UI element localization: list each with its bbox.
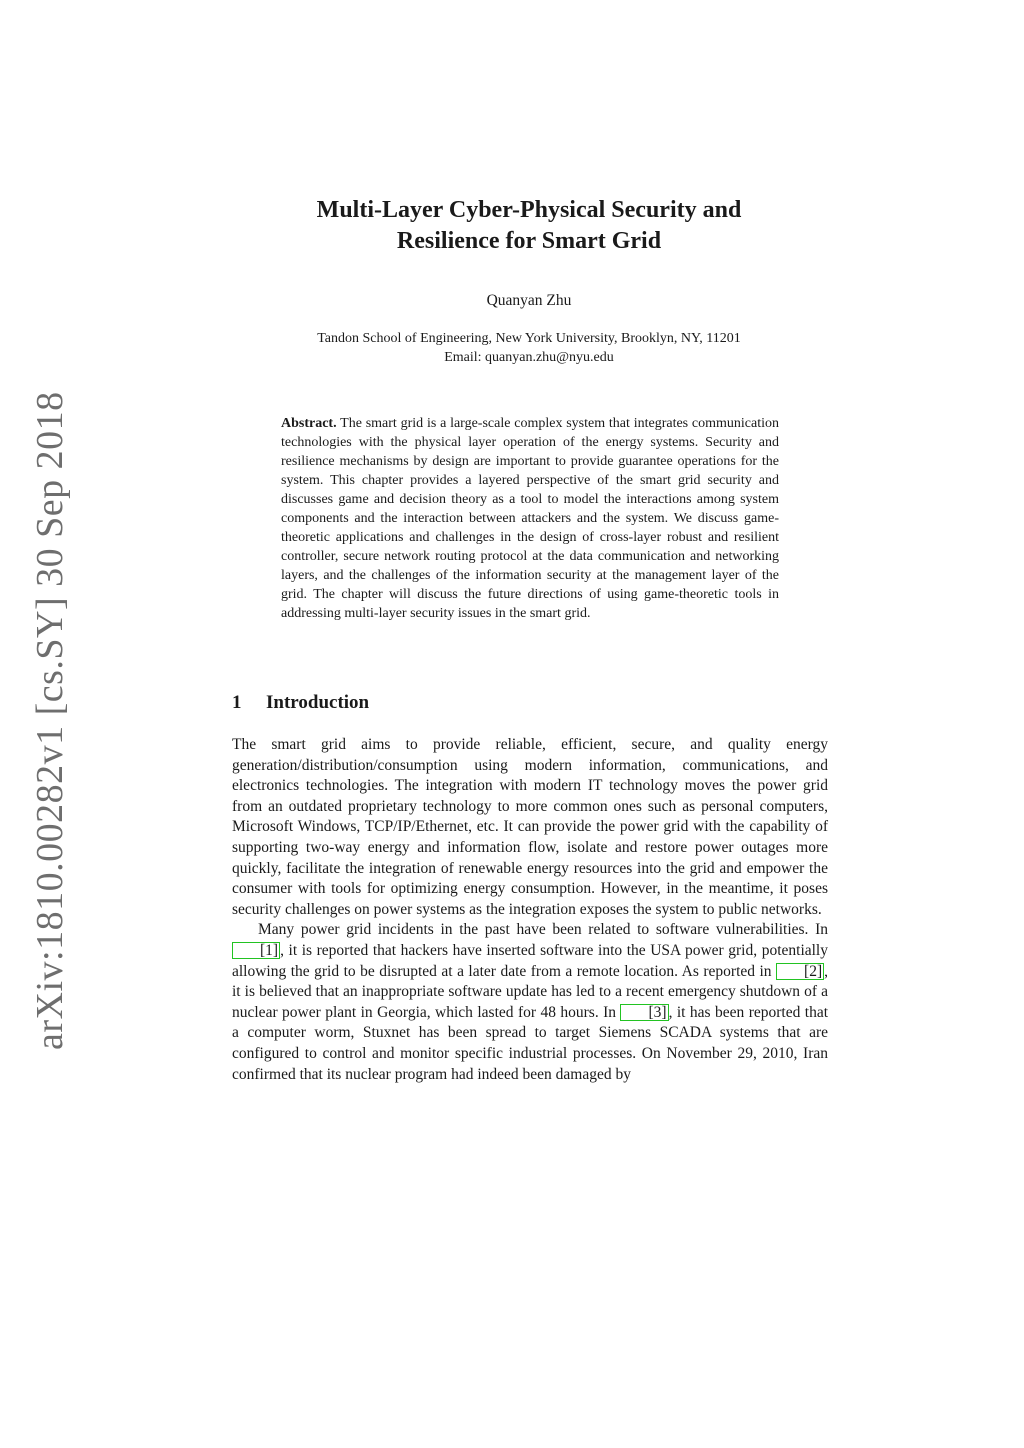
paragraph-1: The smart grid aims to provide reliable, efficient, secure, and quality energy generation/distribution/consumption using modern information, communications, and electronics technologies. The integration with modern IT technology moves the power grid from an outdated proprietary technology to more common ones such as personal computers, Microsoft Windows, TCP/IP/Ethernet, etc. It can provide the power grid with the capability of supporting two-way energy and information flow, isolate and restore power outages more quickly, facilitate the integration of renewable energy resources into the grid and empower the consumer with tools for optimizing energy consumption. However, in the meantime, it poses security challenges on power systems as the integration exposes the system to public networks. <box>232 736 828 918</box>
paper-title <box>230 195 828 257</box>
arxiv-identifier-stamp: arXiv:1810.00282v1 [cs.SY] 30 Sep 2018 <box>29 391 71 1050</box>
paragraph-2-text: , it has been reported that a computer worm, Stuxnet has been spread to target Siemens SCADA systems that are configured to control and monitor specific industrial processes. On November 29, 2010, Iran confirmed that its nuclear program had indeed been damaged by <box>232 1003 829 1083</box>
citation-link-3[interactable]: [3] <box>620 1004 668 1021</box>
author-affiliation-block <box>230 329 828 367</box>
paragraph-2 <box>232 920 828 1085</box>
title-line-2: Resilience for Smart Grid <box>396 228 662 254</box>
citation-link-1[interactable]: [1] <box>232 942 280 959</box>
section-title: Introduction <box>266 692 370 713</box>
author-email: Email: quanyan.zhu@nyu.edu <box>444 350 614 365</box>
abstract <box>281 414 779 623</box>
abstract-label: Abstract. <box>281 416 337 431</box>
section-number: 1 <box>232 692 242 713</box>
body-text <box>232 735 828 1085</box>
author-name: Quanyan Zhu <box>486 292 572 309</box>
abstract-text: The smart grid is a large-scale complex system that integrates communication technologies with the physical layer operation of the energy systems. Security and resilience mechanisms by design are important to provide guarantee operations for the system. This chapter provides a layered perspective of the smart grid security and discusses game and decision theory as a tool to model the interactions among system components and the interaction between attackers and the system. We discuss game-theoretic applications and challenges in the design of cross-layer robust and resilient controller, secure network routing protocol at the data communication and networking layers, and the challenges of the information security at the management layer of the grid. The chapter will discuss the future directions of using game-theoretic tools in addressing multi-layer security issues in the smart grid. <box>281 416 779 621</box>
affiliation: Tandon School of Engineering, New York University, Brooklyn, NY, 11201 <box>317 331 741 346</box>
paragraph-2-text: , it is reported that hackers have inserted software into the USA power grid, potentially allowing the grid to be disrupted at a later date from a remote location. As reported in <box>232 941 828 980</box>
title-line-1: Multi-Layer Cyber-Physical Security and <box>316 197 742 223</box>
section-heading-introduction <box>232 692 369 714</box>
paragraph-2-text: , it is believed that an inappropriate software update has led to a recent emergency shutdown of a nuclear power plant in Georgia, which lasted for 48 hours. In <box>232 962 828 1021</box>
paragraph-2-text: Many power grid incidents in the past have been related to software vulnerabilities. In <box>258 921 828 939</box>
citation-link-2[interactable]: [2] <box>776 963 824 980</box>
